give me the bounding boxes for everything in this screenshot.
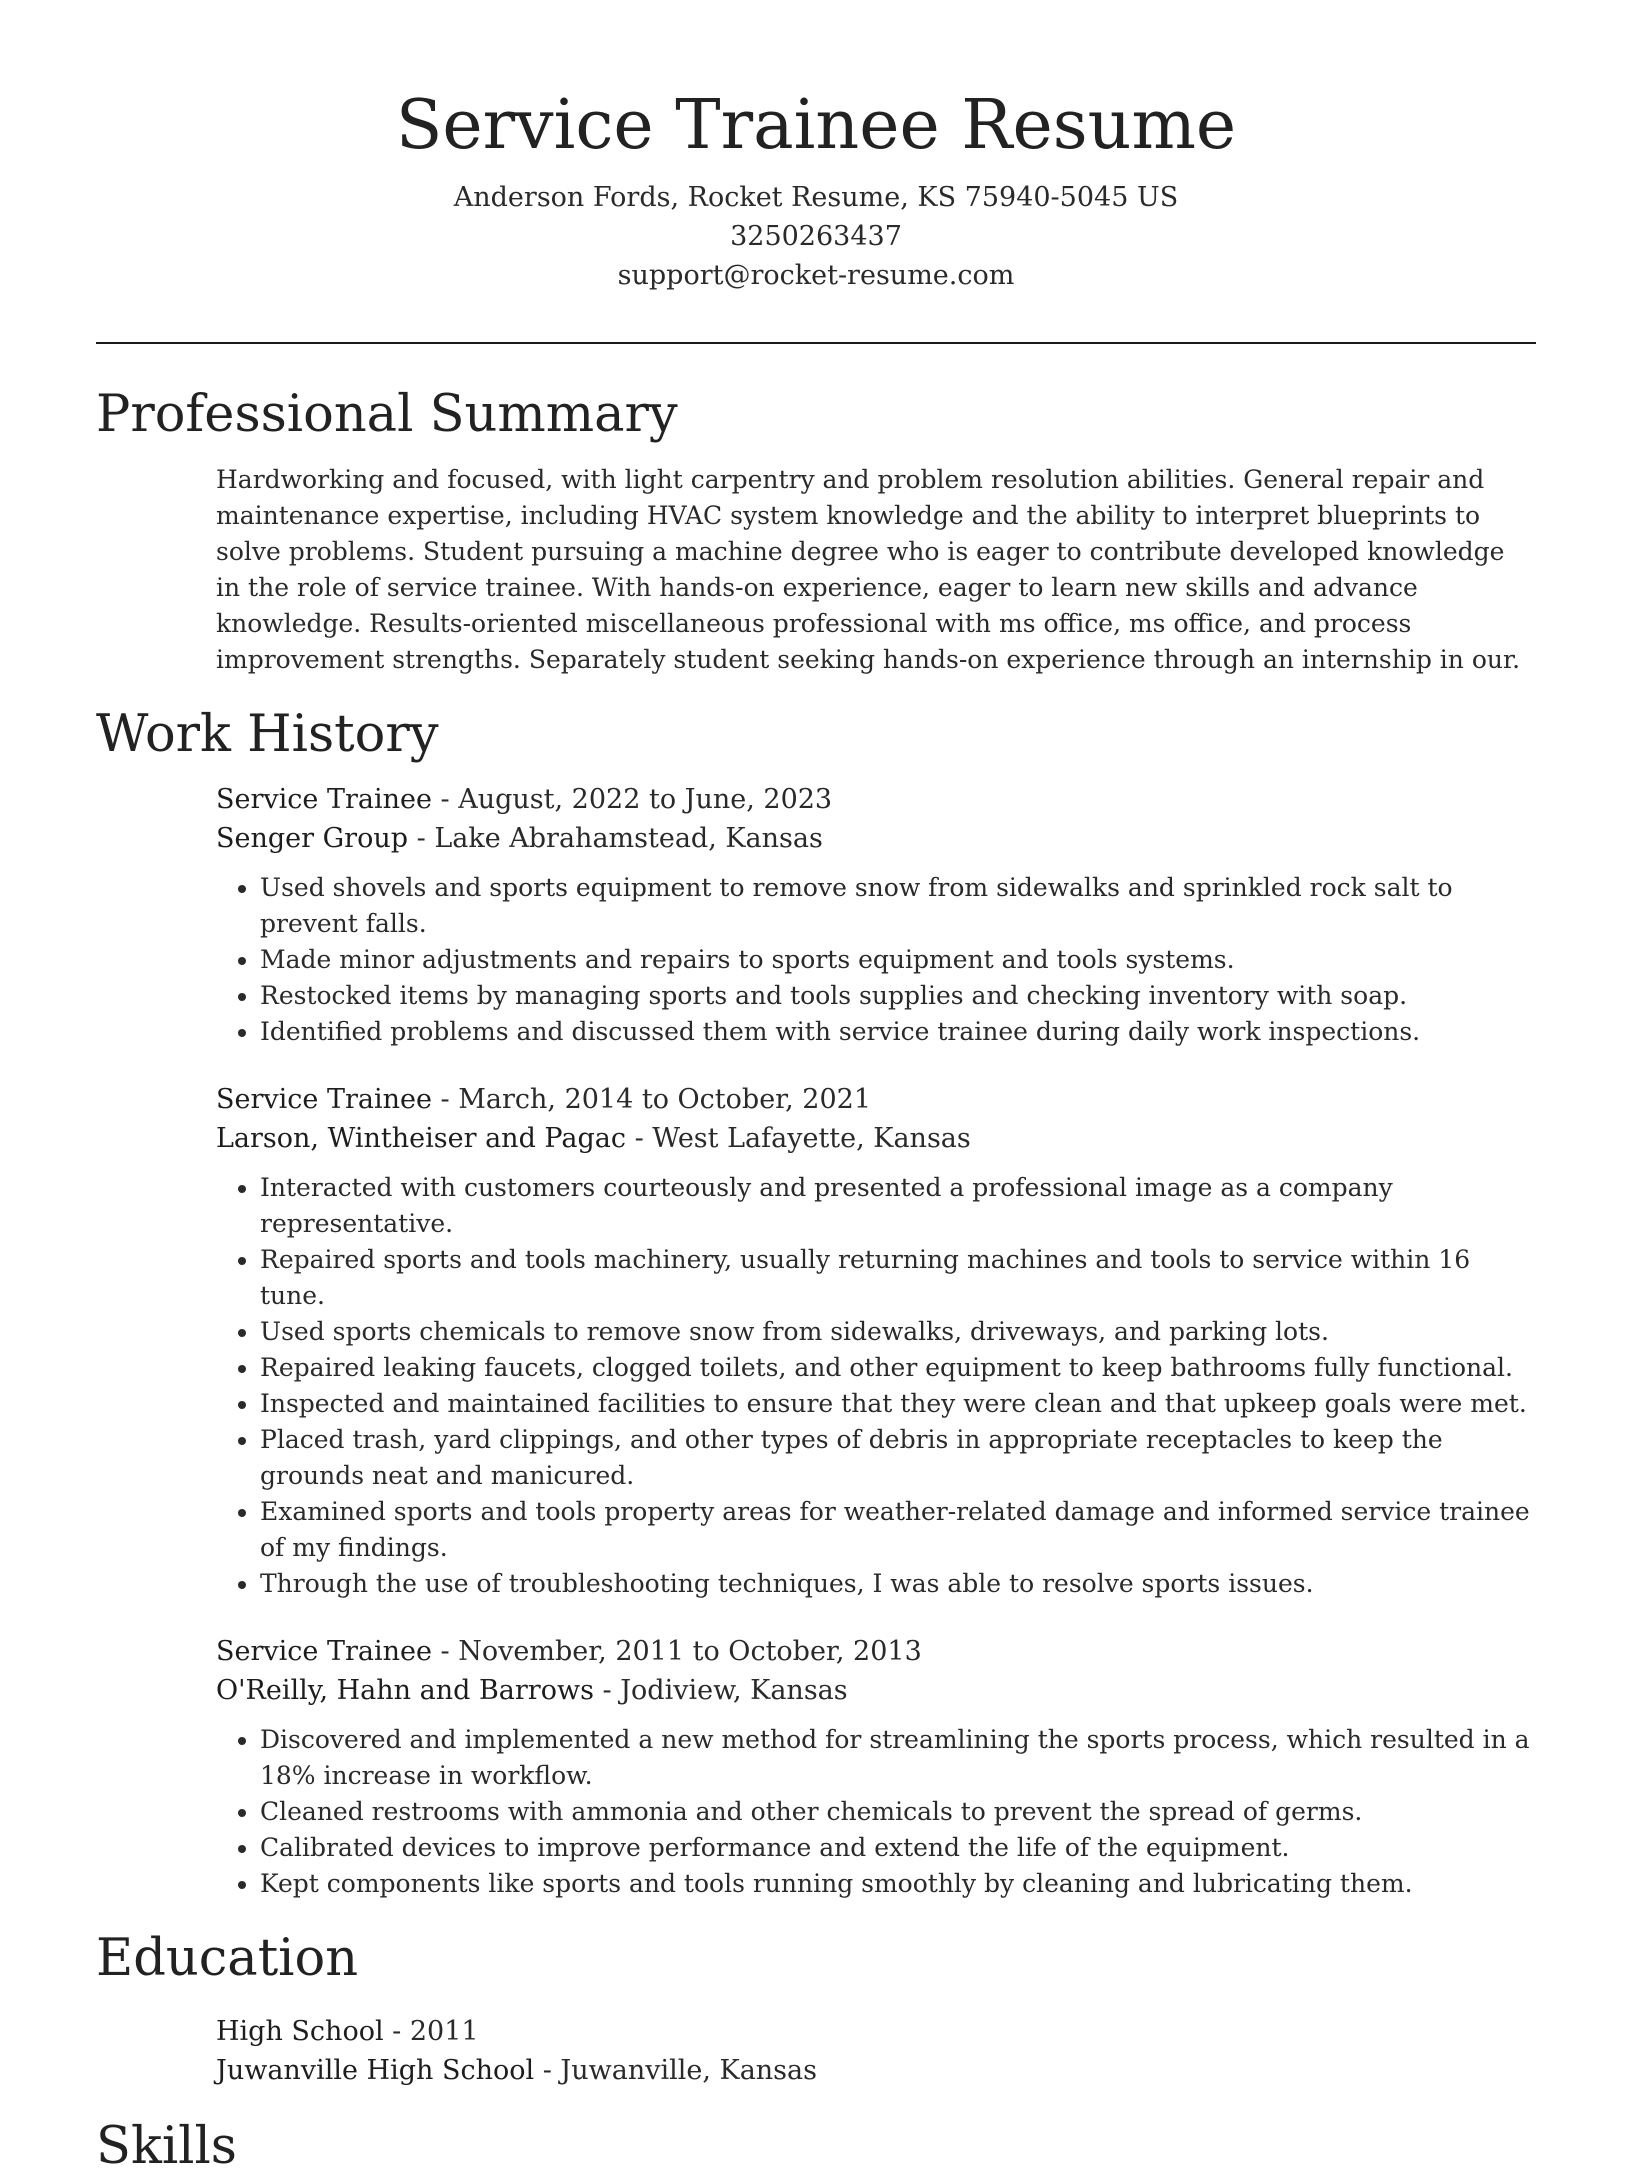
- job-dates: - November, 2011 to October, 2013: [431, 1636, 922, 1667]
- job-entry: [216, 1632, 1536, 1902]
- job-company: O'Reilly, Hahn and Barrows: [216, 1675, 594, 1706]
- work-history-section: [96, 700, 1536, 1902]
- job-title-line: [216, 780, 1536, 819]
- job-bullet: • Used sports chemicals to remove snow from sidewalks, driveways, and parking lots.: [260, 1314, 1536, 1350]
- job-bullet: • Restocked items by managing sports and tools supplies and checking inventory with soap.: [260, 978, 1536, 1014]
- skills-section: [96, 2112, 1536, 2182]
- job-location: - Jodiview, Kansas: [593, 1675, 848, 1706]
- job-entry: [216, 1080, 1536, 1602]
- education-entry: [216, 2012, 1536, 2090]
- job-bullet: • Made minor adjustments and repairs to sports equipment and tools systems.: [260, 942, 1536, 978]
- job-bullet: • Kept components like sports and tools running smoothly by cleaning and lubricating them.: [260, 1866, 1536, 1902]
- job-entry: [216, 780, 1536, 1050]
- section-title-summary: Professional Summary: [96, 385, 678, 444]
- page-title: Service Trainee Resume: [395, 86, 1237, 165]
- job-location: - West Lafayette, Kansas: [625, 1123, 971, 1154]
- job-bullet: • Repaired sports and tools machinery, usually returning machines and tools to service within 16 tune.: [260, 1242, 1536, 1314]
- job-bullet: • Examined sports and tools property areas for weather-related damage and informed service trainee of my findings.: [260, 1494, 1536, 1566]
- job-bullet: • Identified problems and discussed them with service trainee during daily work inspections.: [260, 1014, 1536, 1050]
- job-bullets: [216, 870, 1536, 1050]
- contact-address: Anderson Fords, Rocket Resume, KS 75940-5045 US: [453, 182, 1179, 213]
- job-bullet: • Interacted with customers courteously and presented a professional image as a company representative.: [260, 1170, 1536, 1242]
- summary-section: [96, 380, 1536, 678]
- education-school: Juwanville High School: [216, 2055, 535, 2086]
- job-bullet: • Cleaned restrooms with ammonia and other chemicals to prevent the spread of germs.: [260, 1794, 1536, 1830]
- job-company: Senger Group: [216, 823, 409, 854]
- summary-text: Hardworking and focused, with light carpentry and problem resolution abilities. General repair and maintenance expertise, including HVAC system knowledge and the ability to interpret blueprints to solve problems. Student pursuing a machine degree who is eager to contribute developed knowledge in the role of service trainee. With hands-on experience, eager to learn new skills and advance knowledge. Results-oriented miscellaneous professional with ms office, ms office, and process improvement strengths. Separately student seeking hands-on experience through an internship in our.: [216, 465, 1521, 674]
- contact-phone: 3250263437: [730, 221, 902, 252]
- job-bullet: • Placed trash, yard clippings, and other types of debris in appropriate receptacles to keep the grounds neat and manicured.: [260, 1422, 1536, 1494]
- job-bullet: • Repaired leaking faucets, clogged toilets, and other equipment to keep bathrooms fully functional.: [260, 1350, 1536, 1386]
- job-title: Service Trainee: [216, 1084, 432, 1115]
- header-divider: [96, 342, 1536, 344]
- job-dates: - August, 2022 to June, 2023: [431, 784, 833, 815]
- education-location: - Juwanville, Kansas: [534, 2055, 817, 2086]
- education-school-line: [216, 2051, 1536, 2090]
- job-company-line: [216, 1119, 1536, 1158]
- job-company: Larson, Wintheiser and Pagac: [216, 1123, 626, 1154]
- section-title-skills: Skills: [96, 2117, 237, 2176]
- job-bullets: [216, 1170, 1536, 1602]
- education-year: - 2011: [383, 2016, 479, 2047]
- job-title: Service Trainee: [216, 1636, 432, 1667]
- job-title-line: [216, 1080, 1536, 1119]
- job-bullet: • Calibrated devices to improve performance and extend the life of the equipment.: [260, 1830, 1536, 1866]
- job-bullet: • Inspected and maintained facilities to ensure that they were clean and that upkeep goals were met.: [260, 1386, 1536, 1422]
- job-dates: - March, 2014 to October, 2021: [431, 1084, 871, 1115]
- job-company-line: [216, 819, 1536, 858]
- job-location: - Lake Abrahamstead, Kansas: [408, 823, 823, 854]
- job-title-line: [216, 1632, 1536, 1671]
- section-title-work: Work History: [96, 705, 439, 764]
- contact-email: support@rocket-resume.com: [617, 260, 1015, 291]
- education-section: [96, 1924, 1536, 2090]
- education-degree-line: [216, 2012, 1536, 2051]
- section-title-education: Education: [96, 1929, 359, 1988]
- contact-block: [0, 178, 1632, 295]
- job-bullets: [216, 1722, 1536, 1902]
- education-degree: High School: [216, 2016, 384, 2047]
- job-bullet: • Used shovels and sports equipment to remove snow from sidewalks and sprinkled rock salt to prevent falls.: [260, 870, 1536, 942]
- job-title: Service Trainee: [216, 784, 432, 815]
- job-company-line: [216, 1671, 1536, 1710]
- resume-body: [96, 380, 1536, 2182]
- resume-header: [0, 0, 1632, 295]
- job-bullet: • Through the use of troubleshooting techniques, I was able to resolve sports issues.: [260, 1566, 1536, 1602]
- job-bullet: • Discovered and implemented a new method for streamlining the sports process, which resulted in a 18% increase in workflow.: [260, 1722, 1536, 1794]
